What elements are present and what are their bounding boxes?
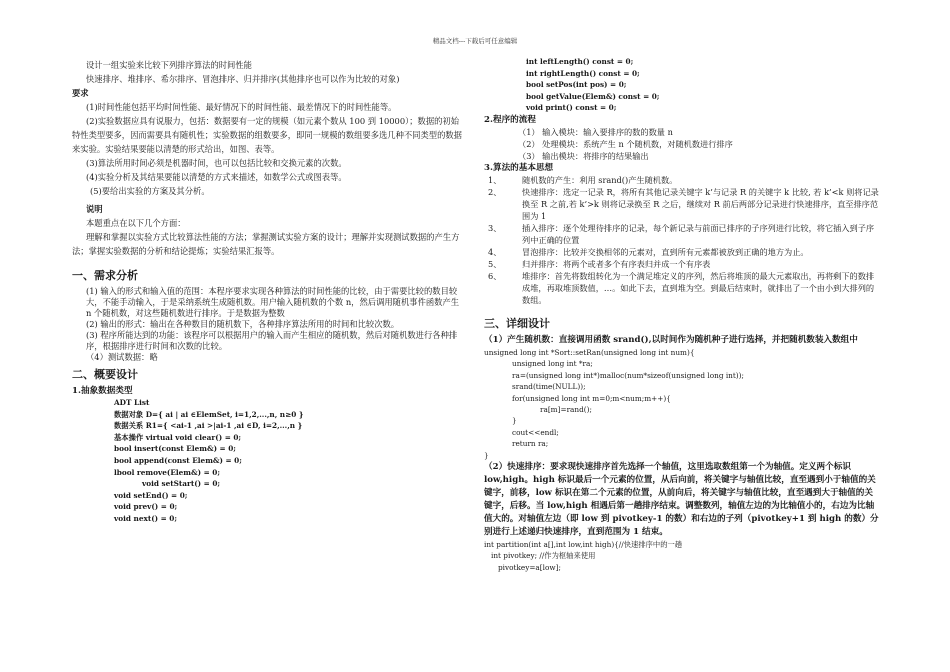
item-text: 堆排序：首先将数组转化为一个满足堆定义的序列，然后将堆顶的最大元素取出，再将剩下的数排成堆，再取堆顶数值，…。如此下去，直到堆为空。到最后结束时，就排出了一个由小到大排列的数组。: [522, 270, 875, 305]
task-title: 设计一组实验来比较下列排序算法的时间性能: [86, 60, 252, 70]
code-line: }: [512, 416, 517, 426]
basic-idea-item: [484, 246, 880, 258]
adt-line: bool append(const Elem&) = 0;: [114, 455, 242, 465]
code-line: ra[m]=rand();: [540, 405, 592, 414]
section-title-outline-design: 二、概要设计: [72, 368, 138, 381]
page-header: 精品文档---下载后可任意编辑: [432, 37, 518, 45]
flow-item: （2） 处理模块：系统产生 n 个随机数，对随机数进行排序: [518, 138, 733, 149]
analysis-item: (1) 输入的形式和输入值的范围：本程序要求实现各种算法的时间性能的比较，由于需要比较的数目较大，不能手动输入，于是采纳系统生成随机数。用户输入随机数的个数 n，然后调用随机事件函数产生 n 个随机数，对这些随机数进行排序。于是数据为整数: [86, 286, 460, 318]
item-number: 3、: [488, 222, 502, 233]
adt-line: ADT List: [114, 398, 150, 407]
requirement-item: (5)要给出实验的方案及其分析。: [90, 186, 210, 196]
requirement-item: (2)实验数据应具有说服力，包括：数据要有一定的规模（如元素个数从 100 到 10000）；数据的初始特性类型要多，因而需要具有随机性；实验数据的组数要多，即同一规模的数组要多选几种不同类型的数据来实验。实验结果要能以清楚的形式给出，如图、表等。: [72, 116, 462, 154]
requirement-item: (1)时间性能包括平均时间性能、最好情况下的时间性能、最差情况下的时间性能等。: [86, 102, 397, 112]
quicksort-code-block: [484, 539, 880, 573]
basic-idea-list: [484, 174, 880, 306]
adt-line: int leftLength() const = 0;: [526, 57, 634, 66]
flow-item: （1） 输入模块：输入要排序的数的数量 n: [518, 126, 673, 137]
random-design-title: （1）产生随机数：直接调用函数 srand(),以时间作为随机种子进行选择，并把随机数装入数组中: [484, 334, 858, 345]
adt-line: void prev() = 0;: [114, 502, 178, 512]
adt-line: 数据关系 R1={ <ai-1 ,ai >|ai-1 ,ai ∈D, i=2,...,n }: [114, 421, 303, 431]
flow-item: （3） 输出模块：将排序的结果输出: [518, 150, 649, 161]
requirement-item: (3)算法所用时间必须是机器时间，也可以包括比较和交换元素的次数。: [86, 158, 347, 168]
item-text: 插入排序：逐个处理待排序的记录，每个新记录与前面已排序的子序列进行比较，将它插入到子序列中正确的位置: [522, 222, 875, 245]
code-line: cout<<endl;: [512, 427, 559, 437]
adt-continued-block: [484, 56, 880, 114]
code-line: int partition(int a[],int low,int high){//快速排序中的一趟: [484, 540, 683, 550]
item-text: 随机数的产生：利用 srand()产生随机数。: [522, 174, 678, 185]
adt-line: void setEnd() = 0;: [114, 490, 188, 500]
basic-idea-title: 3.算法的基本思想: [484, 162, 554, 173]
adt-line: void setStart() = 0;: [142, 479, 221, 489]
note-intro: 本题重点在以下几个方面：: [86, 218, 186, 228]
adt-line: bool setPos(int pos) = 0;: [526, 80, 627, 90]
adt-line: bool insert(const Elem&) = 0;: [114, 444, 236, 454]
right-column: [484, 56, 880, 573]
item-number: 4、: [488, 246, 502, 257]
item-number: 5、: [488, 258, 502, 269]
item-number: 2、: [488, 186, 502, 197]
analysis-item: (3) 程序所能达到的功能：该程序可以根据用户的输入而产生相应的随机数，然后对随机数进行各种排序，根据排序进行时间和次数的比较。: [86, 330, 458, 351]
item-text: 快速排序：选定一记录 R，将所有其他记录关键字 k’与记录 R 的关键字 k 比较, 若 k’<k 则将记录换至 R 之前,若 k’>k 则将记录换至 R 之后，继续对 R 前后两部分记录进行快速排序，直至排序范围为 1: [522, 186, 879, 221]
analysis-item: （4）测试数据：略: [86, 352, 158, 362]
adt-line: 数据对象 D={ ai | ai ∈ElemSet, i=1,2,...,n, n≥0 }: [114, 409, 304, 419]
adt-title: 1.抽象数据类型: [72, 386, 133, 396]
basic-idea-item: [484, 270, 880, 306]
random-code-block: [484, 347, 880, 461]
adt-line: void next() = 0;: [114, 513, 178, 523]
adt-line: lbool remove(Elem&) = 0;: [114, 467, 221, 477]
code-line: srand(time(NULL));: [512, 382, 586, 392]
adt-line: void print() const = 0;: [526, 103, 617, 113]
code-line: ra=(unsigned long int*)malloc(num*sizeof(unsigned long int));: [512, 370, 744, 380]
section-title-requirements-analysis: 一、需求分析: [72, 269, 138, 282]
flow-title: 2.程序的流程: [484, 114, 536, 125]
item-text: 归并排序：将两个或者多个有序表归并成一个有序表: [522, 258, 711, 269]
code-line: unsigned long int *ra;: [512, 359, 593, 369]
adt-line: int rightLength() const = 0;: [526, 68, 640, 78]
code-line: for(unsigned long int m=0;m<num;m++){: [512, 393, 671, 403]
requirements-title: 要求: [72, 88, 89, 98]
item-number: 1、: [488, 174, 502, 185]
item-text: 冒泡排序：比较并交换相邻的元素对，直到所有元素都被放到正确的地方为止。: [522, 246, 809, 257]
analysis-item: (2) 输出的形式：输出在各种数目的随机数下，各种排序算法所用的时间和比较次数。: [86, 319, 400, 329]
code-line: pivotkey=a[low];: [498, 562, 561, 572]
basic-idea-item: [484, 174, 880, 186]
quicksort-design-title: （2）快速排序：要求现快速排序首先选择一个轴值，这里选取数组第一个为轴值。定义两个标识 low,high。high 标识最后一个元素的位置，从后向前，将关键字与轴值比较，直至遇到小于轴值的关键字，前移，low 标识在第二个元素的位置，从前向后，将关键字与轴值比较，直至遇到大于轴值的关键字，后移。当 low,high 相遇后第一趟排序结束。调整数列，轴值左边的为比轴值小的，右边为比轴值大的。对轴值左边（即 low 到 pivotkey-1 的数）和右边的子列（pivotkey+1 到 high 的数）分别进行上述递归快速排序，直到范围为 1 结束。: [484, 462, 879, 538]
left-column: [72, 58, 466, 525]
task-algorithms: 快速排序、堆排序、希尔排序、冒泡排序、归并排序(其他排序也可以作为比较的对象): [86, 74, 400, 84]
basic-idea-item: [484, 258, 880, 270]
basic-idea-item: [484, 186, 880, 222]
requirement-item: (4)实验分析及其结果要能以清楚的方式来描述，如数学公式或图表等。: [86, 172, 347, 182]
item-number: 6、: [488, 270, 502, 281]
adt-line: bool getValue(Elem&) const = 0;: [526, 91, 660, 101]
adt-block: [72, 397, 466, 525]
note-body: 理解和掌握以实验方式比较算法性能的方法；掌握测试实验方案的设计；理解并实现测试数据的产生方法；掌握实验数据的分析和结论提炼；实验结果汇报等。: [72, 232, 460, 256]
section-title-detailed-design: 三、详细设计: [484, 316, 550, 330]
adt-line: 基本操作 virtual void clear() = 0;: [114, 432, 242, 442]
code-line: }: [484, 450, 489, 460]
basic-idea-item: [484, 222, 880, 246]
note-title: 说明: [86, 204, 103, 214]
code-line: unsigned long int *Sort::setRan(unsigned long int num){: [484, 347, 695, 357]
code-line: return ra;: [512, 439, 549, 449]
code-line: int pivotkey; //作为枢轴来使用: [491, 551, 596, 561]
